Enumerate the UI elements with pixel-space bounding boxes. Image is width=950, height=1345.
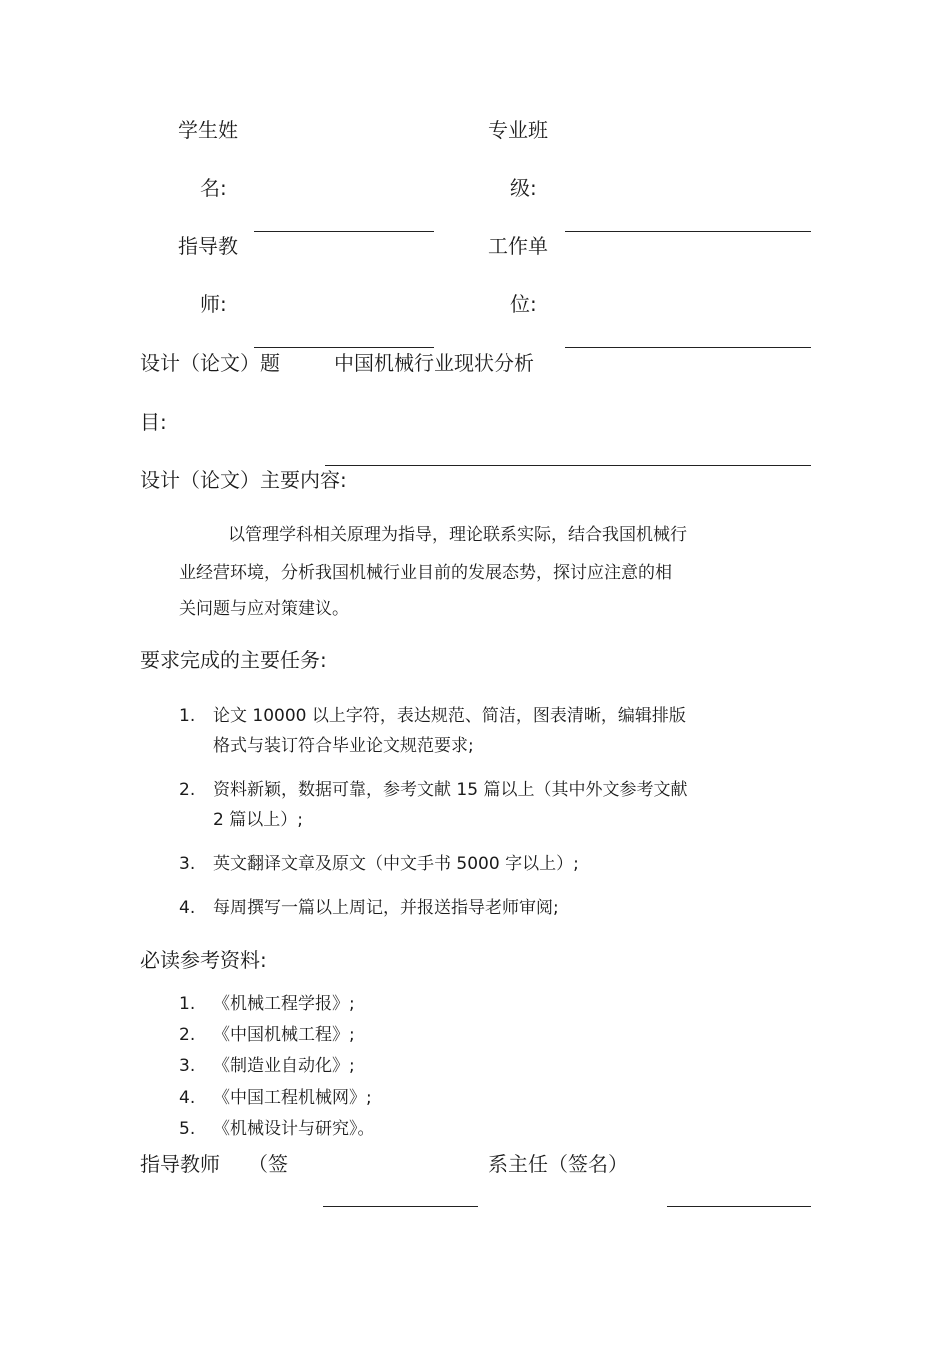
major-class-label-cont: 级: bbox=[510, 176, 537, 200]
task-item-text: 论文 10000 以上字符，表达规范、简洁，图表清晰，编辑排版 bbox=[213, 706, 686, 726]
reference-number: 2. bbox=[179, 1025, 196, 1045]
major-class-label: 专业班 bbox=[488, 118, 548, 142]
task-number: 3. bbox=[179, 854, 196, 874]
reference-number: 4. bbox=[179, 1088, 196, 1108]
student-name-label-cont: 名: bbox=[200, 176, 227, 200]
task-number: 2. bbox=[179, 780, 196, 800]
topic-underline bbox=[325, 465, 811, 466]
topic-label: 设计（论文）题 bbox=[140, 351, 280, 375]
reference-number: 1. bbox=[179, 994, 196, 1014]
advisor-signature-label-cont: （签 bbox=[248, 1152, 288, 1176]
reference-item: 《机械设计与研究》。 bbox=[213, 1119, 375, 1139]
work-unit-label-cont: 位: bbox=[510, 292, 537, 316]
dept-head-signature-label: 系主任（签名） bbox=[488, 1152, 628, 1176]
main-content-label: 设计（论文）主要内容: bbox=[140, 468, 347, 492]
references-label: 必读参考资料: bbox=[140, 948, 267, 972]
advisor-underline bbox=[254, 347, 434, 348]
dept-head-signature-underline bbox=[667, 1206, 811, 1207]
reference-item: 《中国机械工程》; bbox=[213, 1025, 355, 1045]
task-item-text: 资料新颖，数据可靠，参考文献 15 篇以上（其中外文参考文献 bbox=[213, 780, 688, 800]
advisor-label: 指导教 bbox=[178, 234, 238, 258]
main-content-line: 以管理学科相关原理为指导，理论联系实际，结合我国机械行 bbox=[228, 525, 687, 545]
task-item-text-cont: 2 篇以上）; bbox=[213, 810, 303, 830]
tasks-label: 要求完成的主要任务: bbox=[140, 648, 327, 672]
topic-value: 中国机械行业现状分析 bbox=[334, 351, 534, 375]
task-item-text: 英文翻译文章及原文（中文手书 5000 字以上）; bbox=[213, 854, 579, 874]
task-item-text: 每周撰写一篇以上周记，并报送指导老师审阅; bbox=[213, 898, 559, 918]
work-unit-underline bbox=[565, 347, 811, 348]
student-name-label: 学生姓 bbox=[178, 118, 238, 142]
task-number: 1. bbox=[179, 706, 196, 726]
reference-item: 《制造业自动化》; bbox=[213, 1056, 355, 1076]
task-number: 4. bbox=[179, 898, 196, 918]
task-item-text-cont: 格式与装订符合毕业论文规范要求; bbox=[213, 736, 474, 756]
main-content-line: 业经营环境，分析我国机械行业目前的发展态势，探讨应注意的相 bbox=[179, 563, 672, 583]
topic-label-cont: 目: bbox=[140, 410, 167, 434]
reference-number: 5. bbox=[179, 1119, 196, 1139]
major-class-underline bbox=[565, 231, 811, 232]
work-unit-label: 工作单 bbox=[488, 234, 548, 258]
reference-item: 《中国工程机械网》; bbox=[213, 1088, 372, 1108]
reference-number: 3. bbox=[179, 1056, 196, 1076]
student-name-underline bbox=[254, 231, 434, 232]
advisor-label-cont: 师: bbox=[200, 292, 227, 316]
main-content-line: 关问题与应对策建议。 bbox=[179, 599, 349, 619]
advisor-signature-label: 指导教师 bbox=[140, 1152, 220, 1176]
reference-item: 《机械工程学报》; bbox=[213, 994, 355, 1014]
advisor-signature-underline bbox=[323, 1206, 478, 1207]
